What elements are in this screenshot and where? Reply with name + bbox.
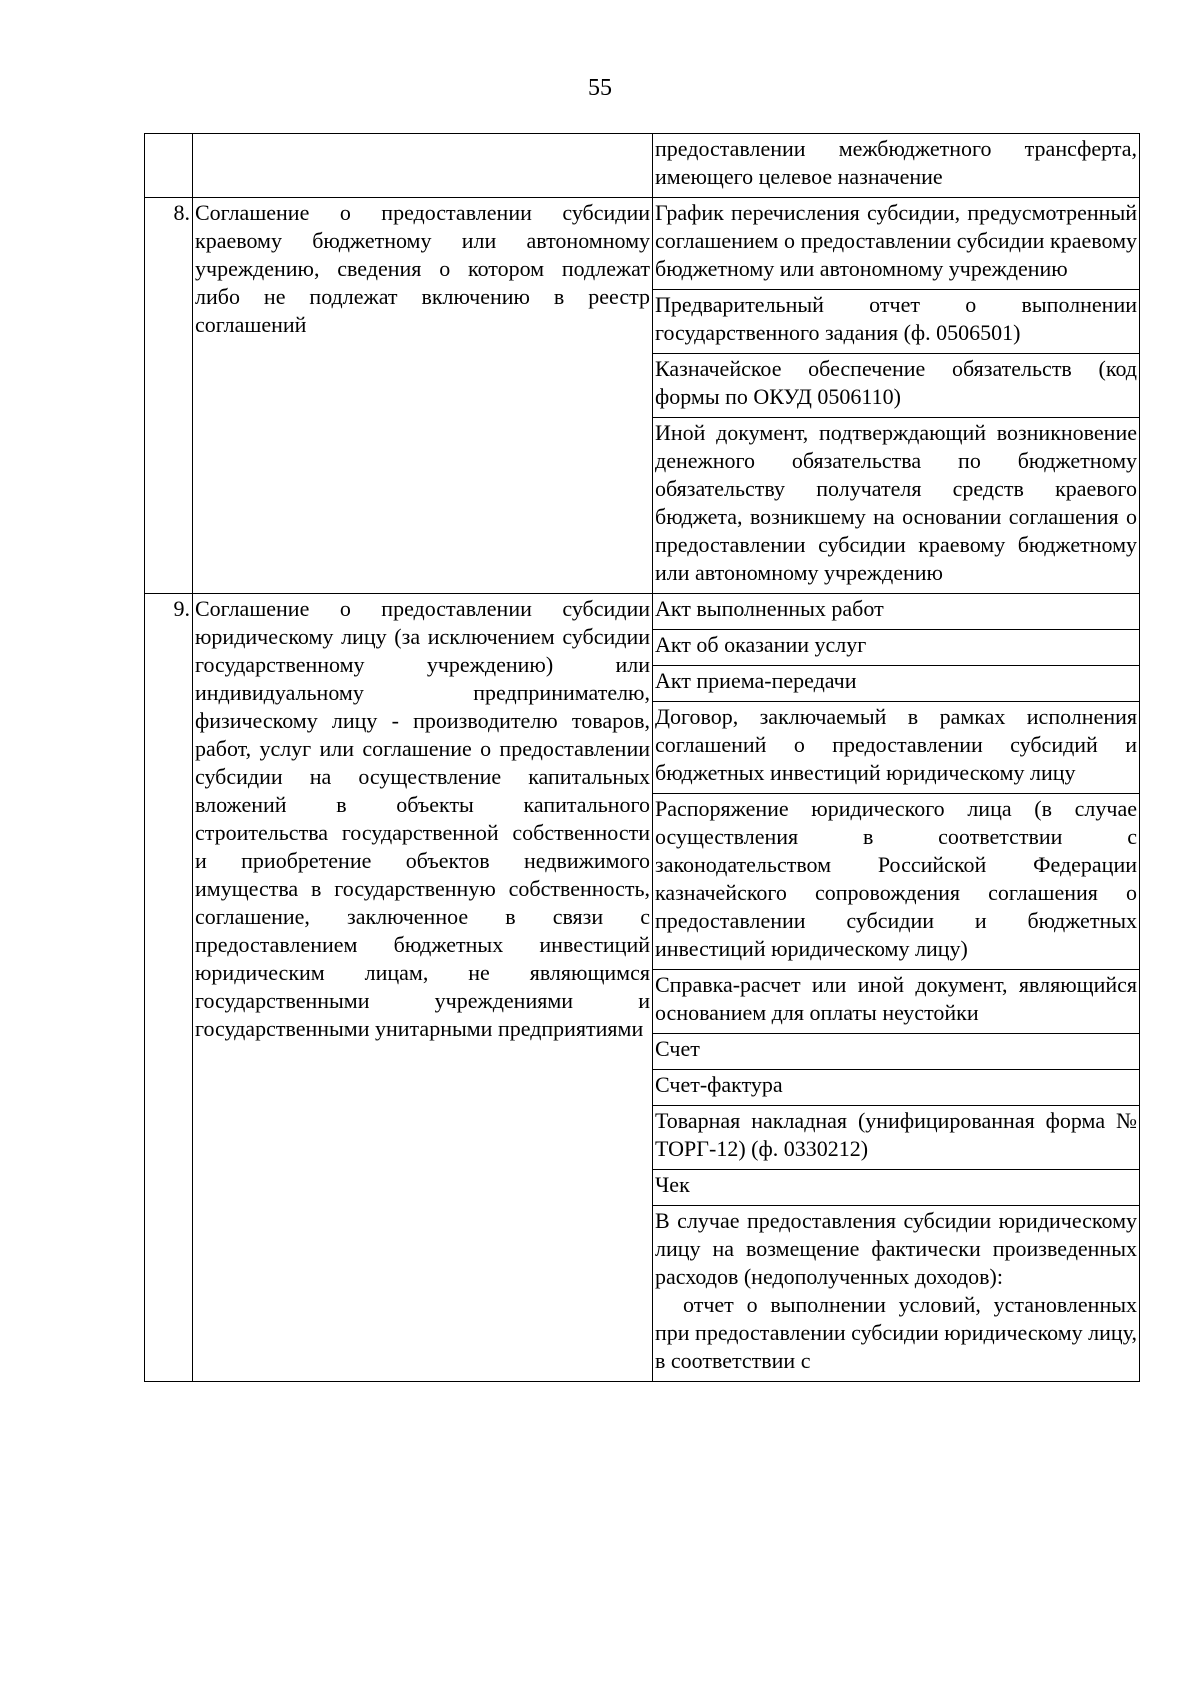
document-cell: Акт об оказании услуг — [653, 630, 1140, 666]
page-number: 55 — [588, 75, 612, 101]
document-cell: Справка-расчет или иной документ, являющийся основанием для оплаты неустойки — [653, 970, 1140, 1034]
document-paragraph: отчет о выполнении условий, установленных при предоставлении субсидии юридическому лицу, в соответствии с — [655, 1292, 1137, 1373]
document-cell: Акт выполненных работ — [653, 594, 1140, 630]
row-number — [145, 134, 193, 198]
document-cell: предоставлении межбюджетного трансферта, имеющего целевое назначение — [653, 134, 1140, 198]
document-cell: Товарная накладная (унифицированная форма № ТОРГ-12) (ф. 0330212) — [653, 1106, 1140, 1170]
document-cell: Акт приема-передачи — [653, 666, 1140, 702]
document-cell: Договор, заключаемый в рамках исполнения соглашений о предоставлении субсидий и бюджетных инвестиций юридическому лицу — [653, 702, 1140, 794]
agreement-cell: Соглашение о предоставлении субсидии краевому бюджетному или автономному учреждению, сведения о котором подлежат либо не подлежат включению в реестр соглашений — [193, 198, 653, 594]
row-number: 8. — [145, 198, 193, 594]
table-row — [145, 594, 1140, 630]
document-cell: Предварительный отчет о выполнении государственного задания (ф. 0506501) — [653, 290, 1140, 354]
table-row — [145, 198, 1140, 290]
row-number: 9. — [145, 594, 193, 1382]
document-cell: Казначейское обеспечение обязательств (код формы по ОКУД 0506110) — [653, 354, 1140, 418]
document-cell — [653, 1206, 1140, 1382]
document-cell: Счет — [653, 1034, 1140, 1070]
document-cell: График перечисления субсидии, предусмотренный соглашением о предоставлении субсидии краевому бюджетному или автономному учреждению — [653, 198, 1140, 290]
document-cell: Иной документ, подтверждающий возникновение денежного обязательства по бюджетному обязательству получателя средств краевого бюджета, возникшему на основании соглашения о предоставлении субсидии краевому бюджетному или автономному учреждению — [653, 418, 1140, 594]
documents-table — [144, 133, 1140, 1382]
table-row — [145, 134, 1140, 198]
document-paragraph: В случае предоставления субсидии юридическому лицу на возмещение фактически произведенных расходов (недополученных доходов): — [655, 1208, 1137, 1289]
document-cell: Распоряжение юридического лица (в случае осуществления в соответствии с законодательством Российской Федерации казначейского сопровождения соглашения о предоставлении субсидии и бюджетных инвестиций юридическому лицу) — [653, 794, 1140, 970]
agreement-cell: Соглашение о предоставлении субсидии юридическому лицу (за исключением субсидии государственному учреждению) или индивидуальному предпринимателю, физическому лицу - производителю товаров, работ, услуг или соглашение о предоставлении субсидии на осуществление капитальных вложений в объекты капитального строительства государственной собственности и приобретение объектов недвижимого имущества в государственную собственность, соглашение, заключенное в связи с предоставлением бюджетных инвестиций юридическим лицам, не являющимся государственными учреждениями и государственными унитарными предприятиями — [193, 594, 653, 1382]
document-cell: Чек — [653, 1170, 1140, 1206]
document-cell: Счет-фактура — [653, 1070, 1140, 1106]
agreement-cell — [193, 134, 653, 198]
